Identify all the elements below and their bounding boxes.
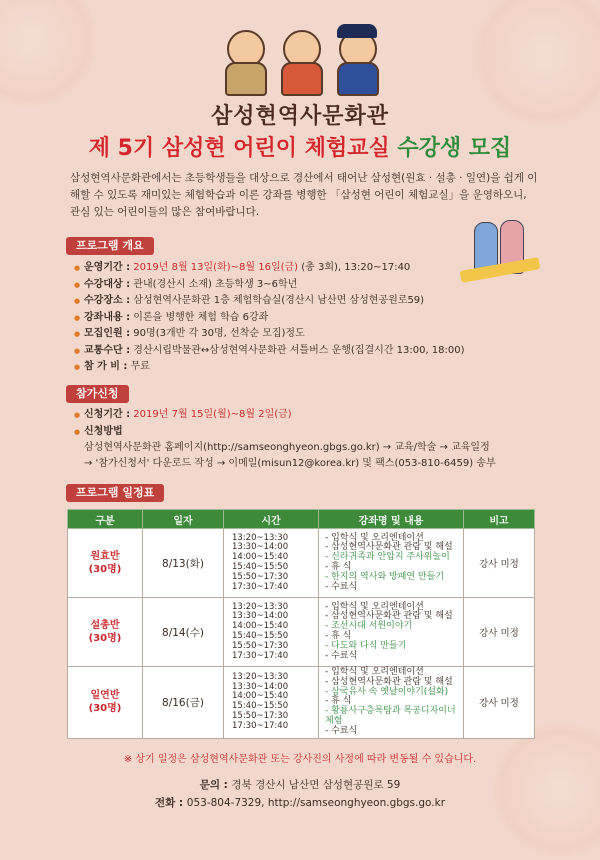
schedule-notice: ※ 상기 일정은 삼성현역사문화관 또는 강사진의 사정에 따라 변동될 수 있습니다. <box>123 754 477 765</box>
section-overview-heading: 프로그램 개요 <box>66 237 154 255</box>
content-cell: - 입학식 및 오리엔테이션 - 삼성현역사문화관 관람 및 해설 - 삼국유사 속 옛날이야기(설화) - 휴 식 - 황룡사구층목탑과 목공디자이너 체험 - 수료식 <box>319 667 464 739</box>
content-cell: - 입학식 및 오리엔테이션 - 삼성현역사문화관 관람 및 해설 - 신라귀족과 안압지 주사위놀이 - 휴 식 - 한지의 역사와 방패연 만들기 - 수료식 <box>319 529 464 598</box>
list-item: ● 운영기간 : 2019년 8월 13일(화)~8월 16일(금) (총 3회), 13:20~17:40 <box>74 260 544 277</box>
list-item: ● 참 가 비 : 무료 <box>74 359 544 376</box>
section-schedule-heading: 프로그램 일정표 <box>66 484 164 502</box>
title-main: 삼성현 어린이 체험교실 <box>161 136 398 161</box>
list-item: ● 강좌내용 : 이론을 병행한 체험 학습 6강좌 <box>74 310 544 327</box>
column-header: 구분 <box>68 510 143 529</box>
title-suffix: 수강생 모집 <box>397 136 512 161</box>
column-header: 일자 <box>143 510 224 529</box>
list-item: ● 수강장소 : 삼성현역사문화관 1층 체험학습실(경산시 남산면 삼성현공원로59) <box>74 293 544 310</box>
times-cell: 13:20~13:30 13:30~14:00 14:00~15:40 15:40~15:50 15:50~17:30 17:30~17:40 <box>224 529 319 598</box>
column-header: 비고 <box>464 510 535 529</box>
list-item: ● 신청방법 <box>74 424 544 441</box>
mascot-wonhyo-icon <box>219 28 269 94</box>
intro-text: 삼성현역사문화관에서는 초등학생들을 대상으로 경산에서 태어난 삼성현(원효 · 설총 · 일연)을 쉽게 이해할 수 있도록 재미있는 체험학습과 이론 강좌를 병행한 「삼성현 어린이 체험교실」을 운영하오니, 관심 있는 어린이들의 많은 참여바랍니다. <box>70 172 538 218</box>
list-item: ● 수강대상 : 관내(경산시 소재) 초등학생 3~6학년 <box>74 277 544 294</box>
inquiry-address: 경북 경산시 남산면 삼성현공원로 59 <box>231 779 401 791</box>
mascot-illustration <box>215 28 385 96</box>
contact-info <box>0 776 600 812</box>
group-cell: 원효반 (30명) <box>68 529 143 598</box>
date-cell: 8/16(금) <box>143 667 224 739</box>
apply-list <box>74 407 544 472</box>
background-decoration <box>0 0 100 110</box>
apply-method-line1: 삼성현역사문화관 홈페이지(http://samseonghyeon.gbgs.go.kr) → 교육/학술 → 교육일정 <box>84 442 490 453</box>
list-item: ● 교통수단 : 경산시립박물관↔삼성현역사문화관 셔틀버스 운행(집결시간 13:00, 18:00) <box>74 343 544 360</box>
note-cell: 강사 미정 <box>464 598 535 667</box>
note-cell: 강사 미정 <box>464 667 535 739</box>
column-header: 시간 <box>224 510 319 529</box>
column-header: 강좌명 및 내용 <box>319 510 464 529</box>
list-item: ● 신청기간 : 2019년 7월 15일(월)~8월 2일(금) <box>74 407 544 424</box>
website-link[interactable]: http://samseonghyeon.gbgs.go.kr <box>267 797 446 809</box>
table-row <box>68 667 535 739</box>
note-cell: 강사 미정 <box>464 529 535 598</box>
times-cell: 13:20~13:30 13:30~14:00 14:00~15:40 15:40~15:50 15:50~17:30 17:30~17:40 <box>224 667 319 739</box>
date-cell: 8/13(화) <box>143 529 224 598</box>
title-prefix: 제 5기 <box>88 136 162 161</box>
inquiry-label: 문의 : <box>199 779 232 791</box>
group-cell: 일연반 (30명) <box>68 667 143 739</box>
date-cell: 8/14(수) <box>143 598 224 667</box>
org-title: 삼성현역사문화관 <box>210 104 390 129</box>
mascot-seolchong-icon <box>275 28 325 94</box>
table-row <box>68 529 535 598</box>
table-header-row <box>68 510 535 529</box>
content-cell: - 입학식 및 오리엔테이션 - 삼성현역사문화관 관람 및 해설 - 조선시대 서원이야기 - 휴 식 - 다도와 다식 만들기 - 수료식 <box>319 598 464 667</box>
times-cell: 13:20~13:30 13:30~14:00 14:00~15:40 15:40~15:50 15:50~17:30 17:30~17:40 <box>224 598 319 667</box>
phone-label: 전화 : <box>154 797 187 809</box>
section-apply-heading: 참가신청 <box>66 385 129 403</box>
apply-method-line2: → '참가신청서' 다운로드 작성 → 이메일(misun12@korea.kr) 및 팩스(053-810-6459) 송부 <box>84 458 496 469</box>
group-cell: 설총반 (30명) <box>68 598 143 667</box>
phone-number: 053-804-7329, <box>186 797 268 809</box>
schedule-table <box>67 509 535 739</box>
list-item: ● 모집인원 : 90명(3개반 각 30명, 선착순 모집)정도 <box>74 326 544 343</box>
poster-title <box>0 131 600 162</box>
table-row <box>68 598 535 667</box>
mascot-iryeon-icon <box>331 28 381 94</box>
overview-list <box>74 260 544 376</box>
